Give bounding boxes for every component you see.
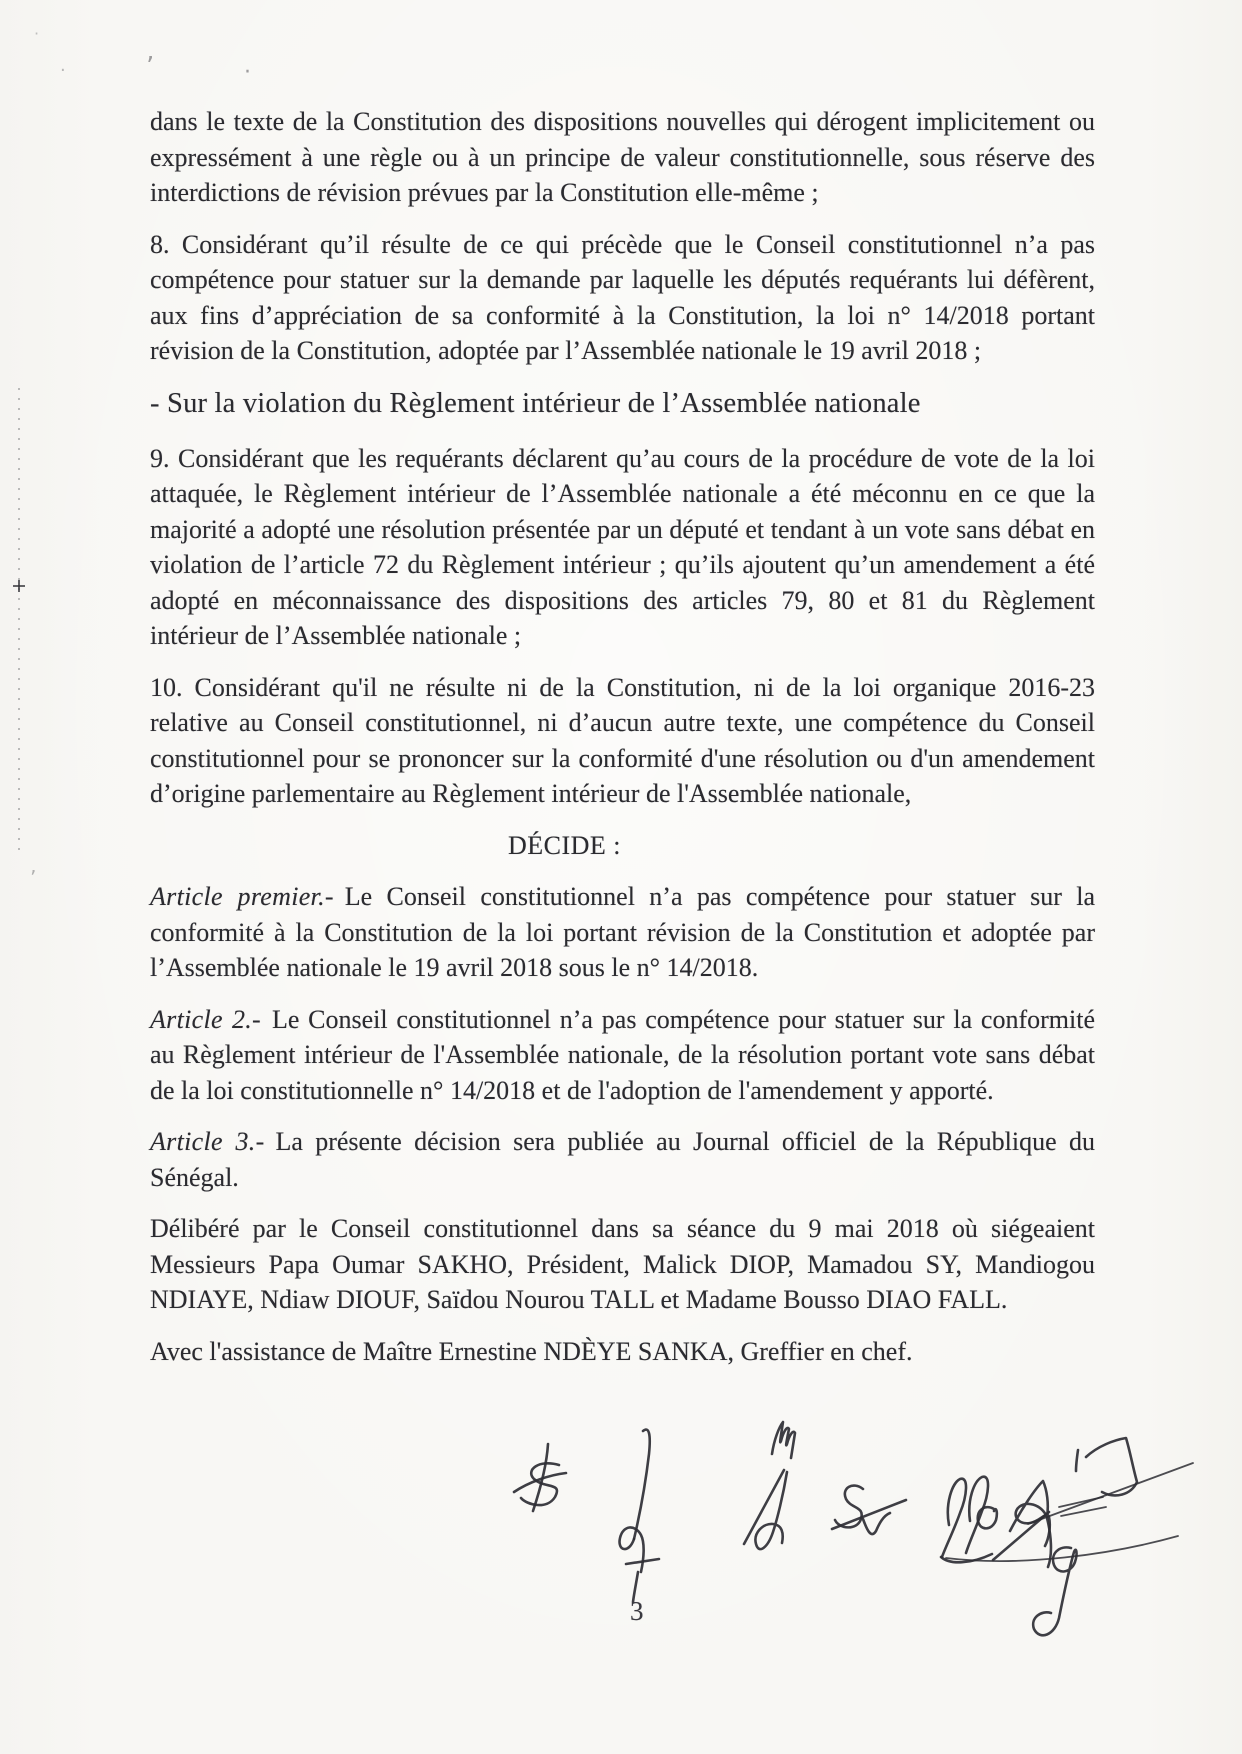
scan-speck: ’ — [146, 52, 155, 82]
signature-2 — [620, 1430, 659, 1602]
signature-3 — [744, 1422, 795, 1549]
paragraph-deliberation: Délibéré par le Conseil constitutionnel dans sa séance du 9 mai 2018 où siégeaient Messieurs Papa Oumar SAKHO, Président, Malick DIOP, Mamadou SY, Mandiogou NDIAYE, Ndiaw DIOUF, Saïdou Nourou TALL et Madame Bousso DIAO FALL. — [150, 1214, 1095, 1314]
signature-7 — [946, 1438, 1193, 1561]
decide-heading: DÉCIDE : — [507, 830, 622, 860]
signature-1 — [514, 1444, 566, 1511]
article-premier-label: Article premier.- — [150, 882, 334, 911]
paragraph-10-considerant: 10. Considérant qu'il ne résulte ni de la Constitution, ni de la loi organique 2016-23 relative au Conseil constitutionnel, ni d’aucun autre texte, une compétence du Conseil constitutionnel pour se prononcer sur la conformité d'une résolution ou d'un amendement d’origine parlementaire au Règlement intérieur de l'Assemblée nationale, — [150, 672, 1095, 808]
paragraph-intro-continuation: dans le texte de la Constitution des dispositions nouvelles qui dérogent implicitement ou expressément à une règle ou à un principe de valeur constitutionnelle, sous réserve des interdictions de révision prévues par la Constitution elle-même ; — [150, 107, 1095, 207]
article-3 — [150, 1124, 1095, 1195]
signature-5 — [941, 1477, 997, 1563]
paragraph-8-considerant: 8. Considérant qu’il résulte de ce qui précède que le Conseil constitutionnel n’a pas compétence pour statuer sur la demande par laquelle les députés requérants lui défèrent, aux fins d’appréciation de sa conformité à la Constitution, la loi n° 14/2018 portant révision de la Constitution, adoptée par l’Assemblée nationale le 19 avril 2018 ; — [150, 229, 1095, 365]
article-premier — [150, 879, 1095, 986]
signature-4 — [832, 1486, 906, 1535]
signatures-block — [430, 1412, 1220, 1672]
scan-margin-mark — [13, 580, 25, 592]
signature-8 — [1033, 1547, 1076, 1635]
paragraph-greffier: Avec l'assistance de Maître Ernestine NDÈYE SANKA, Greffier en chef. — [150, 1336, 913, 1366]
article-2 — [150, 1002, 1095, 1109]
article-premier-text: Le Conseil constitutionnel n’a pas compétence pour statuer sur la conformité à la Constitution de la loi portant révision de la Constitution et adoptée par l’Assemblée nationale le 19 avril 2018 sous le n° 14/2018. — [150, 882, 1095, 982]
scan-speck: · — [244, 60, 251, 85]
article-3-label: Article 3.- — [150, 1127, 265, 1156]
article-2-text: Le Conseil constitutionnel n’a pas compétence pour statuer sur la conformité au Règlement intérieur de l'Assemblée nationale, de la résolution portant vote sans débat de la loi constitutionnelle n° 14/2018 et de l'adoption de l'amendement y apporté. — [150, 1004, 1096, 1105]
paragraph-9-considerant: 9. Considérant que les requérants déclarent qu’au cours de la procédure de vote de la loi attaquée, le Règlement intérieur de l’Assemblée nationale a été méconnu en ce que la majorité a adopté une résolution présentée par un député et tendant à un vote sans débat en violation de l’article 72 du Règlement intérieur ; qu’ils ajoutent qu’un amendement a été adopté en méconnaissance des dispositions des articles 79, 80 et 81 du Règlement intérieur de l’Assemblée nationale ; — [150, 443, 1095, 650]
scan-speck: · — [34, 24, 40, 43]
section-heading-violation-reglement: - Sur la violation du Règlement intérieur de l’Assemblée nationale — [150, 387, 921, 419]
scan-speck: · — [60, 60, 66, 81]
scan-edge-noise — [18, 388, 20, 856]
article-2-label: Article 2.- — [150, 1004, 262, 1034]
scan-speck: ’ — [30, 866, 37, 890]
document-body — [150, 0, 1095, 1385]
page-number: 3 — [630, 1596, 644, 1626]
article-3-text: La présente décision sera publiée au Journal officiel de la République du Sénégal. — [150, 1127, 1095, 1192]
